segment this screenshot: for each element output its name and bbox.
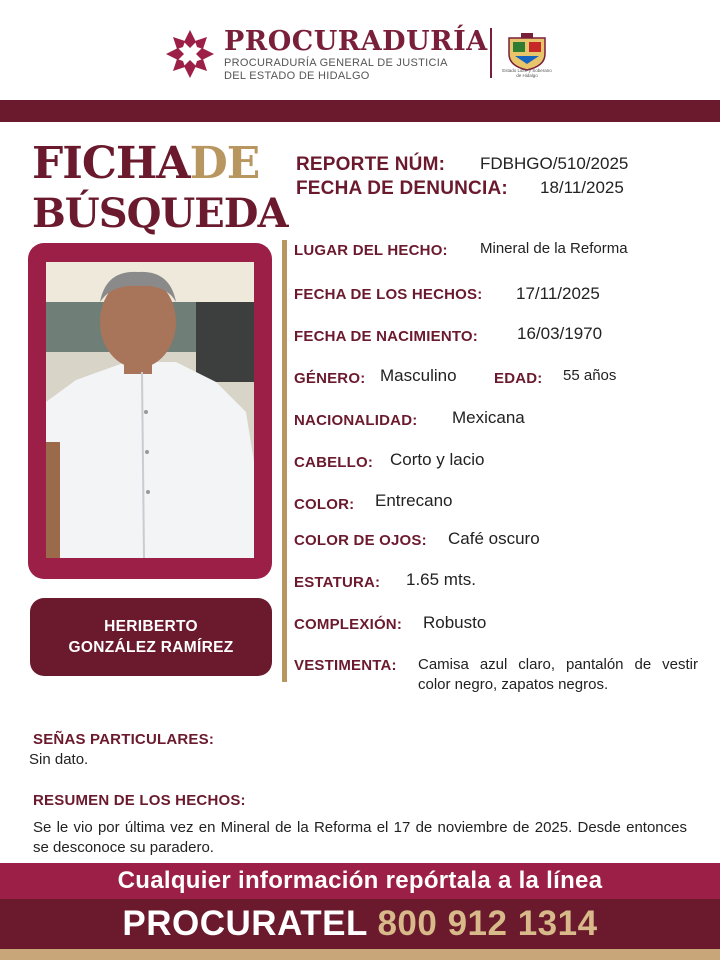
shield-caption: Estado Libre y Soberano de Hidalgo (502, 68, 552, 78)
age-label: EDAD: (494, 370, 543, 387)
report-number-label: REPORTE NÚM: (296, 154, 446, 175)
procuraduria-flower-logo-icon (164, 28, 216, 80)
nationality-value: Mexicana (452, 408, 525, 427)
gender-value: Masculino (380, 366, 457, 385)
institution-title: PROCURADURÍA (224, 26, 488, 57)
build-label: COMPLEXIÓN: (294, 616, 403, 633)
event-date-value: 17/11/2025 (516, 284, 600, 303)
subtitle-line-1: PROCURADURÍA GENERAL DE JUSTICIA (224, 57, 448, 69)
birth-date-value: 16/03/1970 (517, 324, 603, 343)
title-de: DE (189, 138, 260, 189)
clothing-value: Camisa azul claro, pantalón de vestir color negro, zapatos negros. (418, 656, 698, 693)
summary-text: Se le vio por última vez en Mineral de la Reforma el 17 de noviembre de 2025. Desde entonces se desconoce su paradero. (33, 819, 687, 856)
height-label: ESTATURA: (294, 574, 381, 591)
title-ficha: FICHA (32, 138, 190, 189)
person-name-box (30, 598, 272, 676)
footer-gold-band (0, 949, 720, 960)
event-date-label: FECHA DE LOS HECHOS: (294, 286, 483, 303)
complaint-date-label: FECHA DE DENUNCIA: (296, 178, 508, 199)
distinguishing-marks-value: Sin dato. (29, 751, 89, 768)
gold-vertical-divider (282, 240, 287, 682)
title-busqueda: BÚSQUEDA (32, 190, 288, 237)
gender-label: GÉNERO: (294, 370, 366, 387)
footer-info-text: Cualquier información repórtala a la línea (117, 867, 603, 894)
person-first-name: HERIBERTO (104, 618, 198, 635)
hair-value: Corto y lacio (390, 450, 485, 469)
clothing-label: VESTIMENTA: (294, 657, 397, 674)
person-photo (46, 262, 254, 558)
summary-label: RESUMEN DE LOS HECHOS: (33, 792, 246, 809)
nationality-label: NACIONALIDAD: (294, 412, 418, 429)
age-value: 55 años (563, 367, 617, 384)
complaint-date-value: 18/11/2025 (540, 178, 624, 197)
person-last-names: GONZÁLEZ RAMÍREZ (68, 639, 234, 656)
header-divider (490, 28, 492, 78)
eye-color-label: COLOR DE OJOS: (294, 532, 427, 549)
place-value: Mineral de la Reforma (480, 240, 628, 257)
person-photo-illustration (46, 262, 254, 558)
build-value: Robusto (423, 613, 487, 632)
institution-subtitle (224, 57, 448, 83)
hotline-brand: PROCURATEL (122, 904, 368, 943)
top-band (0, 100, 720, 122)
birth-date-label: FECHA DE NACIMIENTO: (294, 328, 478, 345)
footer-hotline (0, 899, 720, 949)
eye-color-value: Café oscuro (448, 529, 540, 548)
hair-label: CABELLO: (294, 454, 374, 471)
distinguishing-marks-label: SEÑAS PARTICULARES: (33, 731, 215, 748)
color-value: Entrecano (375, 491, 453, 510)
color-label: COLOR: (294, 496, 355, 513)
hotline-phone-number: 800 912 1314 (377, 904, 598, 943)
subtitle-line-2: DEL ESTADO DE HIDALGO (224, 70, 370, 82)
place-label: LUGAR DEL HECHO: (294, 242, 448, 259)
height-value: 1.65 mts. (406, 570, 476, 589)
title-ficha-de (32, 140, 259, 188)
report-number-value: FDBHGO/510/2025 (480, 154, 629, 173)
